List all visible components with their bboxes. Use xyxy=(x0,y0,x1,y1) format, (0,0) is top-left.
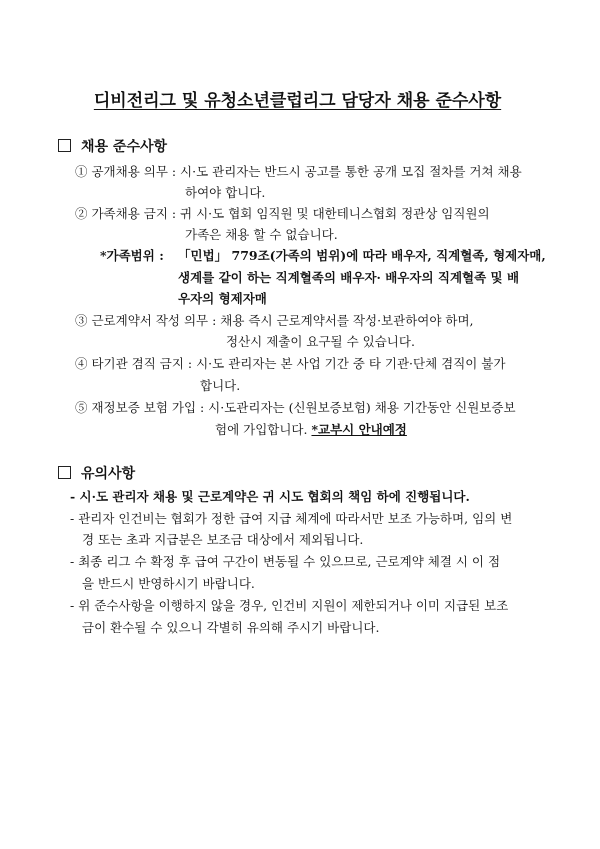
page-title: 디비전리그 및 유청소년클럽리그 담당자 채용 준수사항 xyxy=(93,91,502,111)
item-5-cont-text: 험에 가입합니다. xyxy=(215,422,308,437)
heading-text: 유의사항 xyxy=(81,466,136,482)
family-scope-label: *가족범위 : xyxy=(100,248,164,263)
family-scope-line: 생계를 같이 하는 직계혈족의 배우자· 배우자의 직계혈족 및 배 xyxy=(178,270,520,285)
item-1-cont: 하여야 합니다. xyxy=(185,185,266,200)
item-5-cont xyxy=(215,422,407,438)
note-line: - 위 준수사항을 이행하지 않을 경우, 인건비 지원이 제한되거나 이미 지급된 보조 xyxy=(70,598,509,613)
note-line: - 관리자 인건비는 협회가 정한 급여 지급 체계에 따라서만 보조 가능하며, 임의 변 xyxy=(70,511,513,526)
item-4: ④ 타기관 겸직 금지 : 시·도 관리자는 본 사업 기간 중 타 기관·단체 겸직이 불가 xyxy=(75,356,506,371)
item-1: ① 공개채용 의무 : 시·도 관리자는 반드시 공고를 통한 공개 모집 절차를 거쳐 채용 xyxy=(75,164,522,179)
note-line: 을 반드시 반영하시기 바랍니다. xyxy=(82,576,255,591)
item-2: ② 가족채용 금지 : 귀 시·도 협회 임직원 및 대한테니스협회 정관상 임직원의 xyxy=(75,206,490,221)
checkbox-square-icon xyxy=(58,466,71,479)
item-4-cont: 합니다. xyxy=(200,378,241,393)
section-heading-hiring xyxy=(58,139,167,155)
notice-note: *교부시 안내예정 xyxy=(311,422,407,437)
family-scope-line: 우자의 형제자매 xyxy=(178,291,267,306)
checkbox-square-icon xyxy=(58,139,71,152)
note-line: 경 또는 초과 지급분은 보조금 대상에서 제외됩니다. xyxy=(82,532,364,547)
item-3-cont: 정산시 제출이 요구될 수 있습니다. xyxy=(226,334,415,349)
note-line: - 시·도 관리자 채용 및 근로계약은 귀 시도 협회의 책임 하에 진행됩니다. xyxy=(70,489,470,504)
item-3: ③ 근로계약서 작성 의무 : 채용 즉시 근로계약서를 작성·보관하여야 하며, xyxy=(75,313,474,328)
heading-text: 채용 준수사항 xyxy=(81,139,168,155)
item-2-cont: 가족은 채용 할 수 없습니다. xyxy=(185,227,338,242)
note-line: 금이 환수될 수 있으니 각별히 유의해 주시기 바랍니다. xyxy=(82,620,380,635)
section-heading-notes xyxy=(58,466,135,482)
note-line: - 최종 리그 수 확정 후 급여 구간이 변동될 수 있으므로, 근로계약 체결 시 이 점 xyxy=(70,554,501,569)
family-scope-line: 「민법」 779조(가족의 범위)에 따라 배우자, 직계혈족, 형제자매, xyxy=(178,248,546,263)
item-5: ⑤ 재정보증 보험 가입 : 시·도관리자는 (신원보증보험) 채용 기간동안 신원보증보 xyxy=(75,400,516,415)
